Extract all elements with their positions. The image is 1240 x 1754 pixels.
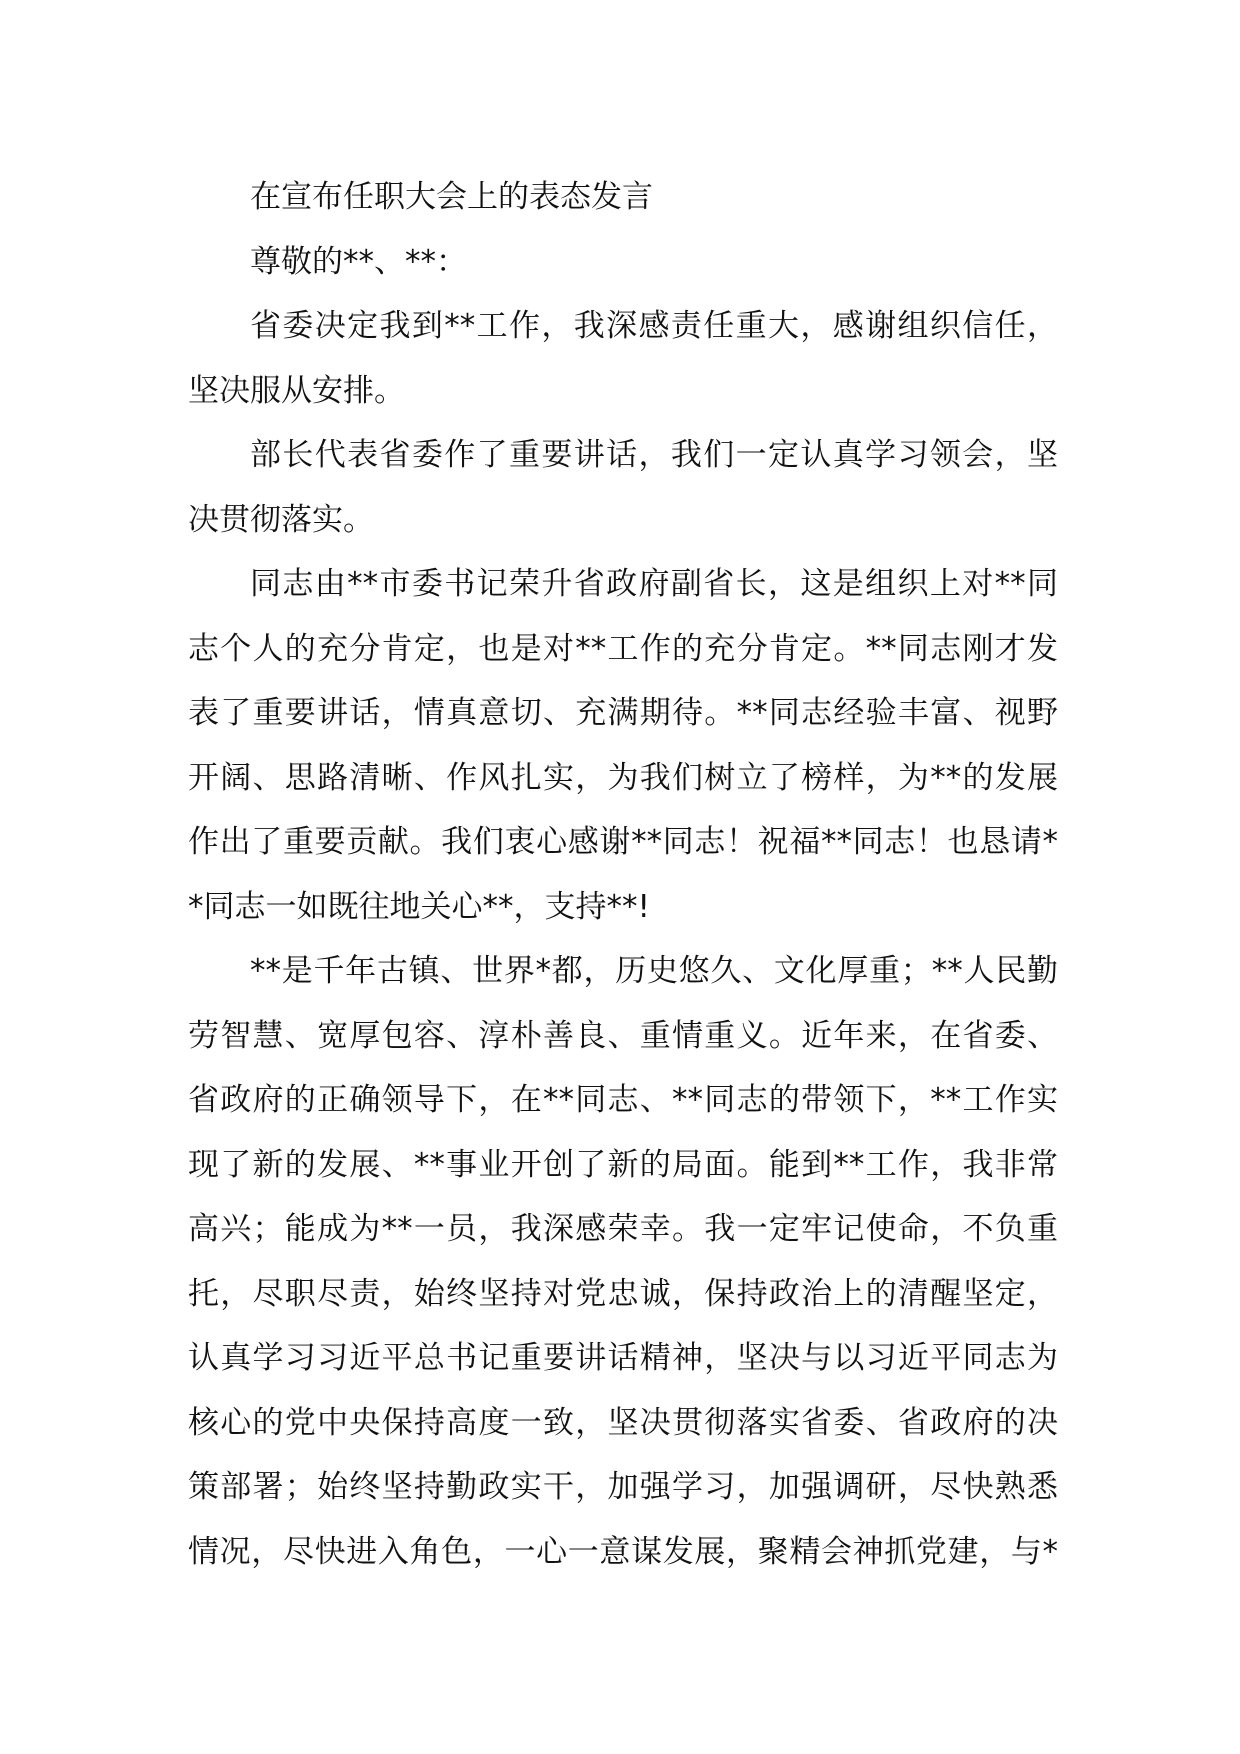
text-line: 省政府的正确领导下，在**同志、**同志的带领下，**工作实 xyxy=(188,1082,1058,1118)
text-line: 部长代表省委作了重要讲话，我们一定认真学习领会，坚 xyxy=(250,437,1058,473)
salutation: 尊敬的**、**： xyxy=(250,243,467,280)
text-line: 劳智慧、宽厚包容、淳朴善良、重情重义。近年来，在省委、 xyxy=(188,1017,1058,1054)
text-line: 策部署；始终坚持勤政实干，加强学习，加强调研，尽快熟悉 xyxy=(188,1469,1058,1505)
text-line: 省委决定我到**工作，我深感责任重大，感谢组织信任， xyxy=(250,308,1058,344)
text-line: 现了新的发展、**事业开创了新的局面。能到**工作，我非常 xyxy=(188,1146,1058,1183)
document-title: 在宣布任职大会上的表态发言 xyxy=(250,179,653,215)
text-line: 坚决服从安排。 xyxy=(188,372,405,409)
text-line: 作出了重要贡献。我们衷心感谢**同志！祝福**同志！也恳请* xyxy=(188,824,1058,860)
text-line: 认真学习习近平总书记重要讲话精神，坚决与以习近平同志为 xyxy=(188,1340,1058,1376)
text-line: 开阔、思路清晰、作风扎实，为我们树立了榜样，为**的发展 xyxy=(188,759,1058,796)
text-line: 表了重要讲话，情真意切、充满期待。**同志经验丰富、视野 xyxy=(188,695,1058,731)
text-line: **是千年古镇、世界*都，历史悠久、文化厚重；**人民勤 xyxy=(250,953,1058,989)
text-line: 志个人的充分肯定，也是对**工作的充分肯定。**同志刚才发 xyxy=(188,630,1058,667)
text-line: 决贯彻落实。 xyxy=(188,501,374,538)
text-line: 同志由**市委书记荣升省政府副省长，这是组织上对**同 xyxy=(250,566,1058,602)
text-line: 情况，尽快进入角色，一心一意谋发展，聚精会神抓党建，与* xyxy=(188,1533,1058,1570)
document-body xyxy=(188,165,1058,1584)
text-line: *同志一如既往地关心**，支持**! xyxy=(188,888,650,925)
text-line: 托，尽职尽责，始终坚持对党忠诚，保持政治上的清醒坚定， xyxy=(188,1275,1058,1312)
text-line: 核心的党中央保持高度一致，坚决贯彻落实省委、省政府的决 xyxy=(188,1404,1058,1441)
text-line: 高兴；能成为**一员，我深感荣幸。我一定牢记使命，不负重 xyxy=(188,1211,1058,1247)
